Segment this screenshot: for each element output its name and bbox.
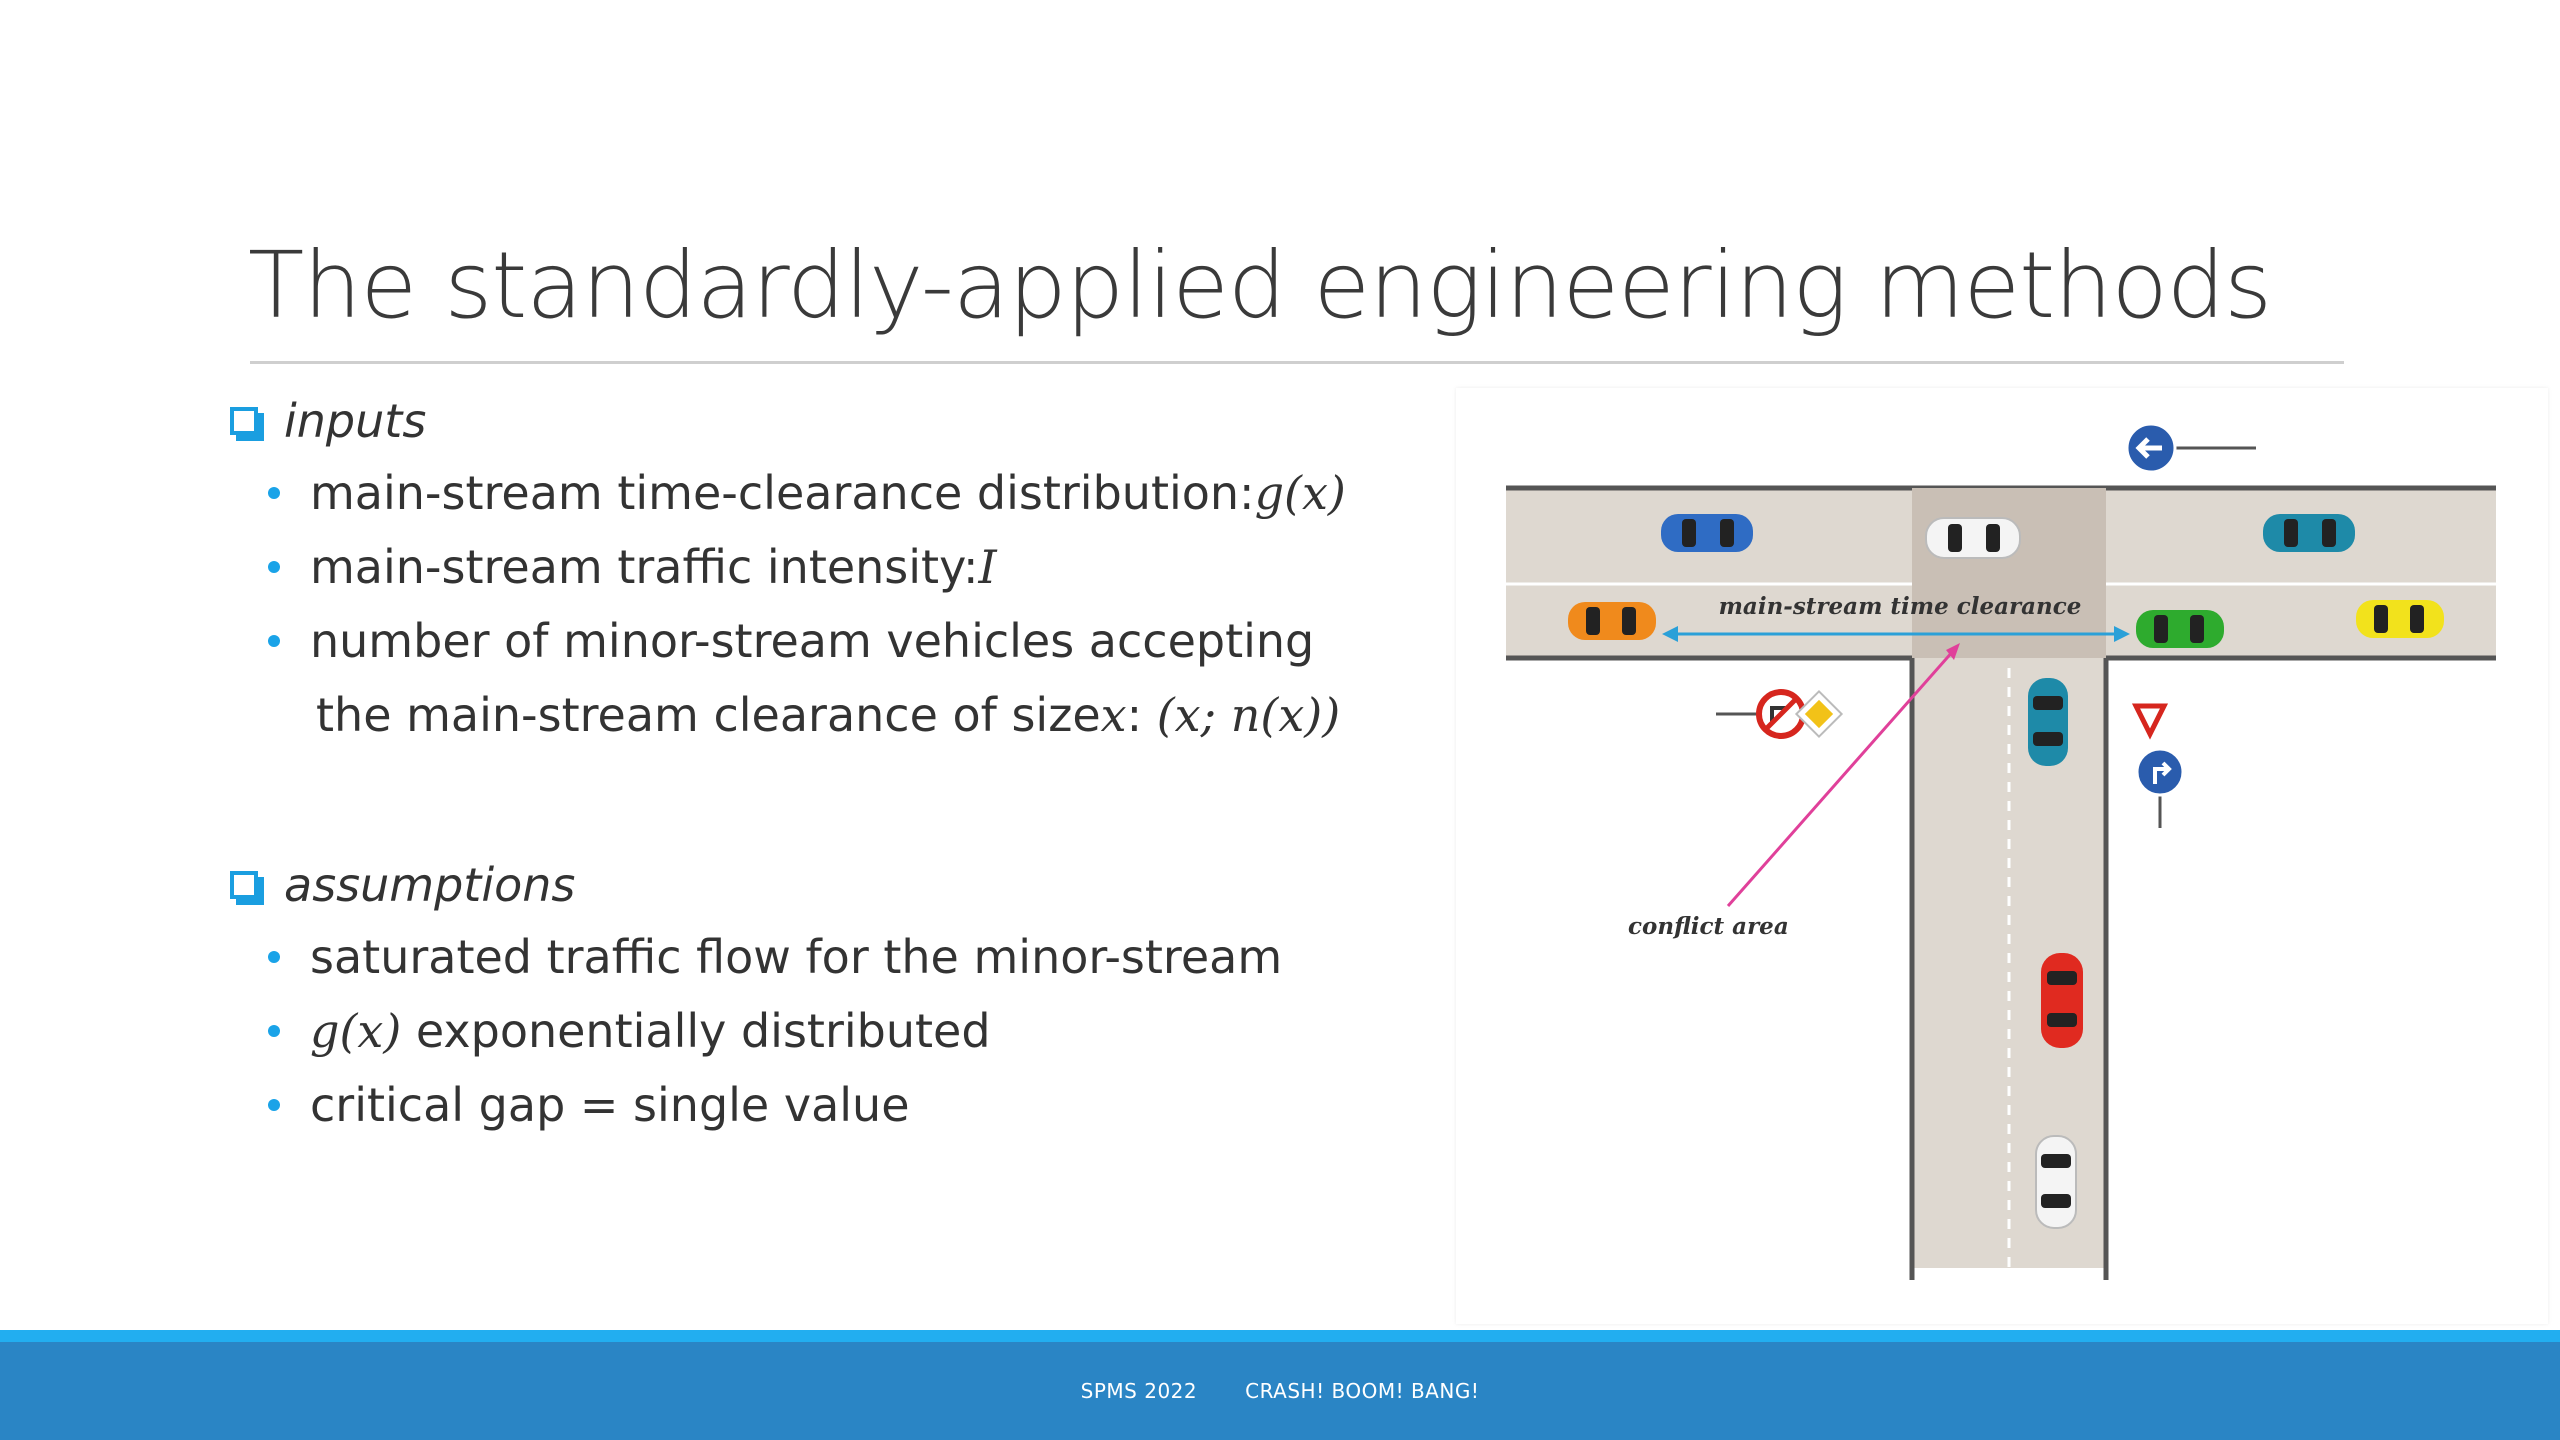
car-teal [2263,514,2355,552]
footer-event: SPMS 2022 [1080,1379,1198,1403]
car-green [2136,610,2224,648]
car-white [1926,518,2020,558]
intersection-diagram [1456,388,2548,1324]
separator: : [1126,688,1157,742]
list-item-continuation [316,678,1346,752]
turn-right-sign-icon [2137,749,2183,828]
math-expression: x [1100,688,1127,742]
bullet-dot-icon [268,951,280,963]
inputs-label: inputs [284,394,427,448]
list-item [268,920,1282,994]
list-item-text: number of minor-stream vehicles accepting [310,614,1315,668]
slide-title: The standardly-applied engineering methods [248,232,2272,339]
math-expression: I [978,540,997,594]
assumptions-label: assumptions [284,858,576,912]
math-expression: (x; n(x)) [1156,688,1341,742]
footer-bar [0,1342,2560,1440]
list-item [268,604,1346,678]
car-teal-minor [2028,678,2068,766]
title-divider [250,361,2344,364]
bullet-dot-icon [268,1025,280,1037]
no-turn-sign-icon [1716,692,1803,736]
list-item [268,1068,1282,1142]
checkbox-bullet-icon [230,407,258,435]
inputs-heading [230,386,1346,456]
list-item [268,456,1346,530]
priority-road-sign-icon [1796,691,1841,736]
bullet-dot-icon [268,561,280,573]
bullet-dot-icon [268,635,280,647]
list-item-text: saturated traffic flow for the minor-stream [310,930,1283,984]
conflict-label: conflict area [1628,913,1789,940]
list-item [268,530,1346,604]
footer-talk-title: CRASH! BOOM! BANG! [1245,1379,1480,1403]
bullet-dot-icon [268,1099,280,1111]
math-expression: g(x) [1254,466,1346,520]
car-blue [1661,514,1753,552]
yield-sign-icon [2136,706,2164,734]
bullet-dot-icon [268,487,280,499]
direction-sign-icon [2127,424,2256,472]
car-orange [1568,602,1656,640]
list-item [268,994,1282,1068]
list-item-text: main-stream time-clearance distribution: [310,466,1255,520]
checkbox-bullet-icon [230,871,258,899]
car-yellow [2356,600,2444,638]
clearance-label: main-stream time clearance [1718,593,2082,620]
assumptions-section [230,850,1282,1142]
assumptions-heading [230,850,1282,920]
intersection-svg [1456,388,2548,1324]
list-item-text: critical gap = single value [310,1078,910,1132]
car-red [2041,953,2083,1048]
list-item-text: exponentially distributed [401,1004,991,1058]
inputs-section [230,386,1346,752]
list-item-text: the main-stream clearance of size [316,688,1101,742]
car-white-minor [2036,1136,2076,1228]
list-item-text: main-stream traffic intensity: [310,540,979,594]
footer-accent-line [0,1330,2560,1342]
math-expression: g(x) [310,1004,402,1058]
